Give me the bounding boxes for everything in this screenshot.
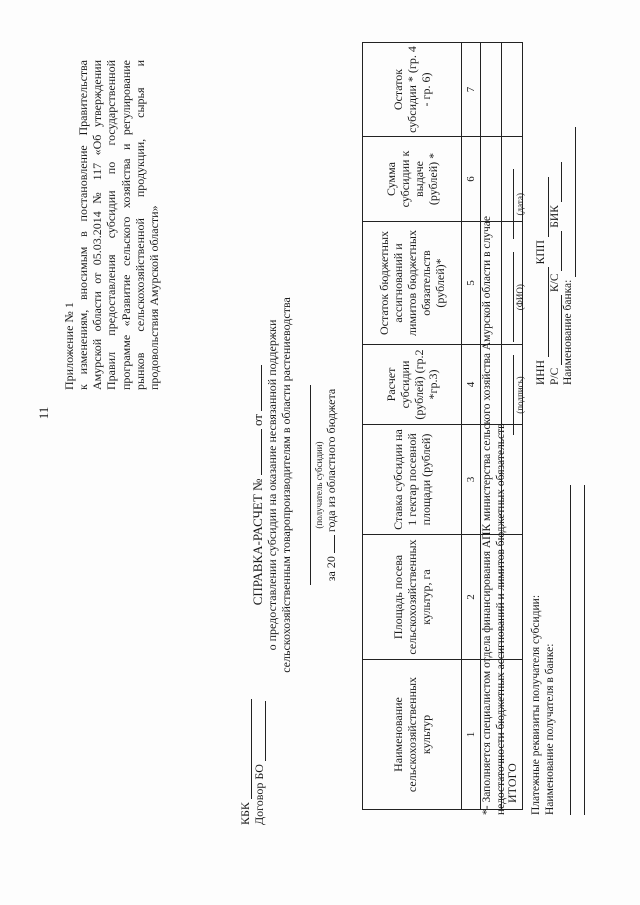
kbk-line [239,699,252,799]
sign-caption: (подпись) [514,376,525,414]
appendix-block [62,60,161,390]
column-number-row [462,43,481,810]
bik-label: БИК [548,205,561,228]
signature-block [500,135,527,435]
recipient-blank [310,385,311,585]
date-caption: (дата) [514,193,525,216]
footnote-line2: недостаточности бюджетных ассигнований и лимитов бюджетных обязательств [494,423,507,815]
col-header-rate: Ставка субсидии на 1 гектар посевной площади (рублей) [363,425,462,535]
inn-line [536,267,549,357]
dogovor-line [253,701,266,761]
title-line3: сельскохозяйственным товаропроизводителям в области растениеводства [279,297,294,673]
appendix-text: к изменениям, вносимым в постановление Правительства Амурской области от 05.03.2014 № 117 «Об утверждении Правил предоставления субсидии по государственной программе «Развитие сельского хозяйства и регулирование рынков сельскохозяйственной продукции, сырья и продовольствия Амурской области» [76,60,161,390]
page-number: 11 [36,406,51,420]
bank-name-line [563,127,576,277]
number-blank [261,429,262,475]
rs-label: Р/С [548,367,561,385]
inn-label: ИНН [535,360,547,385]
col-number: 5 [462,222,481,345]
col-header-crop-name: Наименование сельскохозяйственных культур [363,660,462,810]
kbk-block [238,699,266,825]
requisites-line [557,485,571,815]
bank-name-label: Наименование банка: [562,279,575,385]
signature-line [501,355,514,435]
kpp-line [536,177,549,237]
footnote-line1: *- Заполняется специалистом отдела финансирования АПК министерства сельского хозяйства Амурской области в случае [481,216,493,815]
col-number: 4 [462,345,481,425]
col-header-area: Площадь посева сельскохозяйственных культур, га [363,535,462,660]
title-line2: о предоставлении субсидии на оказание несвязанной поддержки [265,319,280,651]
appendix-header: Приложение № 1 [62,302,76,390]
bank-name-recipient: Наименование получателя в банке: [543,643,556,815]
document-title [250,265,339,705]
ks-label: К/С [548,273,561,292]
col-number: 3 [462,425,481,535]
dogovor-label: Договор БО [252,764,267,825]
title-za: за 20 [324,556,339,582]
bik-line [549,162,562,202]
title-line1: СПРАВКА-РАСЧЕТ № [250,478,265,606]
col-number: 2 [462,535,481,660]
fio-caption: (ФИО) [514,284,525,311]
col-header-calc: Расчет субсидии (рублей) (гр.2 *гр.3) [363,345,462,425]
fio-line [501,252,514,342]
col-header-remainder-subsidy: Остаток субсидии * (гр. 4 - гр. 6) [363,43,462,137]
col-header-sum-payout: Сумма субсидии к выдаче (рублей) * [363,137,462,222]
total-label: ИТОГО [502,660,523,810]
requisites-block [530,485,585,815]
title-year-rest: года из областного бюджета [324,388,339,533]
title-from: от [250,414,265,427]
recipient-caption: (получатель субсидии) [313,441,324,529]
col-number: 6 [462,137,481,222]
rs-line [549,295,562,365]
col-number: 7 [462,43,481,137]
payment-requisites: Платежные реквизиты получателя субсидии: [530,594,542,815]
date-blank [261,365,262,411]
bank-block [535,85,576,385]
kpp-label: КПП [535,240,547,265]
kbk-label: КБК [238,802,252,825]
requisites-line [571,485,585,815]
year-blank [334,535,335,553]
ks-line [549,231,562,271]
table-header-row [363,43,462,810]
col-header-remainder-budget: Остаток бюджетных ассигнований и лимитов бюджетных обязательств (рублей)* [363,222,462,345]
date-line [501,169,514,239]
col-number: 1 [462,660,481,810]
